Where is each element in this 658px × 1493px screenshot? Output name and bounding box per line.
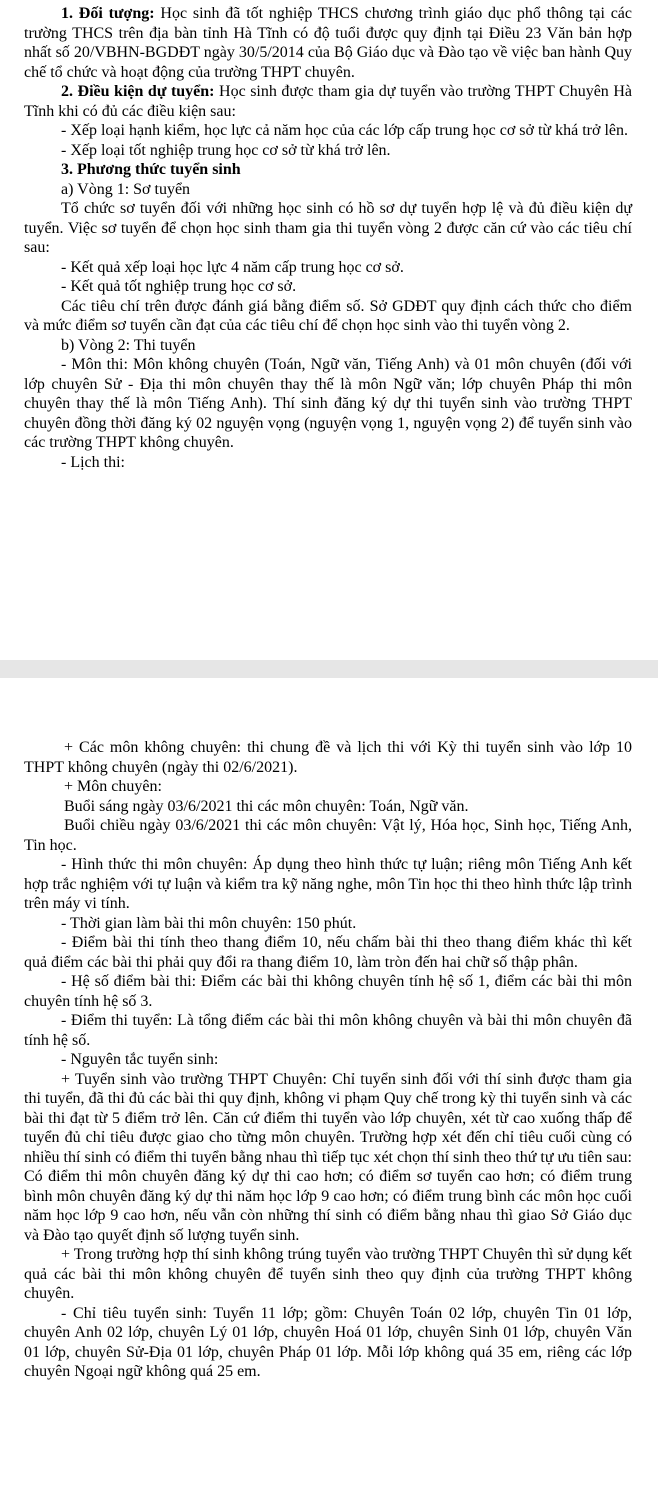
paragraph-tieu-chi: Các tiêu chí trên được đánh giá bằng điểm số. Sở GDĐT quy định cách thức cho điểm và mức điểm sơ tuyển cần đạt của các tiêu chí để chọn học sinh vào thi tuyển vòng 2. <box>24 297 632 334</box>
paragraph-hanh-kiem: - Xếp loại hạnh kiểm, học lực cả năm học của các lớp cấp trung học cơ sở từ khá trở lên. <box>61 122 628 139</box>
paragraph-nguyen-tac: - Nguyên tắc tuyển sinh: <box>61 1051 219 1068</box>
paragraph-buoi-sang: Buổi sáng ngày 03/6/2021 thi các môn chuyên: Toán, Ngữ văn. <box>64 797 469 815</box>
paragraph-tot-nghiep: - Xếp loại tốt nghiệp trung học cơ sở từ khá trở lên. <box>61 141 391 159</box>
paragraph-phuong-thuc <box>24 160 632 180</box>
heading-phuong-thuc: 3. Phương thức tuyển sinh <box>61 161 241 178</box>
text-doi-tuong: Học sinh đã tốt nghiệp THCS chương trình giáo dục phổ thông tại các trường THCS trên địa bàn tỉnh Hà Tĩnh có độ tuổi được quy định tại Điều 23 Văn bản hợp nhất số 20/VBHN-BGDĐT ngày 30/5/2014 của Bộ Giáo dục và Đào tạo về việc ban hành Quy chế tổ chức và hoạt động của trường THPT chuyên. <box>24 5 633 81</box>
paragraph-dieu-kien <box>24 82 632 121</box>
paragraph-mon-thi: - Môn thi: Môn không chuyên (Toán, Ngữ văn, Tiếng Anh) và 01 môn chuyên (đối với lớp chuyên Sử - Địa thi môn chuyên thay thế là môn Ngữ văn; lớp chuyên Pháp thi môn chuyên thay thế là môn Tiếng Anh). Thí sinh đăng ký dự thi tuyển sinh vào trường THPT chuyên đồng thời đăng ký 02 nguyện vọng (nguyện vọng 1, nguyện vọng 2) để tuyển sinh vào các trường THPT không chuyên. <box>24 356 632 451</box>
page-1-text <box>24 4 632 472</box>
paragraph-ket-qua-tot-nghiep: - Kết quả tốt nghiệp trung học cơ sở. <box>61 278 297 295</box>
paragraph-thang-diem: - Điểm bài thi tính theo thang điểm 10, nếu chấm bài thi theo thang điểm khác thì kết quả điểm các bài thi phải quy đổi ra thang điểm 10, làm tròn đến hai chữ số thập phân. <box>24 934 632 971</box>
paragraph-chi-tieu: - Chỉ tiêu tuyển sinh: Tuyển 11 lớp; gồm: Chuyên Toán 02 lớp, chuyên Tin 01 lớp, chuyên Anh 02 lớp, chuyên Lý 01 lớp, chuyên Hoá 01 lớp, chuyên Sinh 01 lớp, chuyên Văn 01 lớp, chuyên Sử-Địa 01 lớp, chuyên Pháp 01 lớp. Mỗi lớp không quá 35 em, riêng các lớp chuyên Ngoại ngữ không quá 25 em. <box>24 1304 632 1380</box>
paragraph-diem-thi-tuyen: - Điểm thi tuyển: Là tổng điểm các bài thi môn không chuyên và bài thi môn chuyên đã tính hệ số. <box>24 1012 632 1049</box>
paragraph-hinh-thuc-thi: - Hình thức thi môn chuyên: Áp dụng theo hình thức tự luận; riêng môn Tiếng Anh kết hợp trắc nghiệm với tự luận và kiểm tra kỹ năng nghe, môn Tin học thi theo hình thức lập trình trên máy vi tính. <box>24 856 632 912</box>
page-2-text <box>24 738 632 1382</box>
paragraph-buoi-chieu: Buổi chiều ngày 03/6/2021 thi các môn chuyên: Vật lý, Hóa học, Sinh học, Tiếng Anh, Tin học. <box>24 817 632 854</box>
paragraph-ket-qua-hoc-luc: - Kết quả xếp loại học lực 4 năm cấp trung học cơ sở. <box>61 258 404 276</box>
paragraph-doi-tuong <box>24 4 632 82</box>
paragraph-thoi-gian: - Thời gian làm bài thi môn chuyên: 150 phút. <box>61 914 357 932</box>
heading-dieu-kien: 2. Điều kiện dự tuyển: <box>61 83 215 100</box>
paragraph-so-tuyen: Tổ chức sơ tuyển đối với những học sinh có hồ sơ dự tuyển hợp lệ và đủ điều kiện dự tuyển. Việc sơ tuyển để chọn học sinh tham gia thi tuyển vòng 2 được căn cứ vào các tiêu chí sau: <box>24 200 632 256</box>
page-separator <box>0 660 658 678</box>
document-page-2 <box>0 678 658 1493</box>
paragraph-vong-2: b) Vòng 2: Thi tuyển <box>61 336 196 354</box>
paragraph-he-so: - Hệ số điểm bài thi: Điểm các bài thi không chuyên tính hệ số 1, điểm các bài thi môn chuyên tính hệ số 3. <box>24 973 632 1010</box>
text-dieu-kien: Học sinh được tham gia dự tuyển vào trường THPT Chuyên Hà Tĩnh khi có đủ các điều kiện sau: <box>24 83 632 120</box>
paragraph-tuyen-sinh-chuyen: + Tuyển sinh vào trường THPT Chuyên: Chỉ tuyển sinh đối với thí sinh được tham gia thi tuyển, đã thi đủ các bài thi quy định, không vi phạm Quy chế trong kỳ thi tuyển sinh và các bài thi đạt từ 5 điểm trở lên. Căn cứ điểm thi tuyển vào lớp chuyên, xét từ cao xuống thấp để tuyển đủ chỉ tiêu được giao cho từng môn chuyên. Trường hợp xét đến chỉ tiêu cuối cùng có nhiều thí sinh có điểm thi tuyển bằng nhau thì tiếp tục xét chọn thí sinh theo thứ tự ưu tiên sau: Có điểm thi môn chuyên đăng ký dự thi cao hơn; có điểm sơ tuyển cao hơn; có điểm trung bình môn chuyên đăng ký dự thi năm học lớp 9 cao hơn; có điểm trung bình các môn học cuối năm học lớp 9 cao hơn, nếu vẫn còn những thí sinh có điểm bằng nhau thì giao Sở Giáo dục và Đào tạo quyết định số lượng tuyển sinh. <box>24 1070 632 1244</box>
paragraph-mon-chuyen: + Môn chuyên: <box>64 778 162 795</box>
paragraph-mon-khong-chuyen: + Các môn không chuyên: thi chung đề và lịch thi với Kỳ thi tuyển sinh vào lớp 10 THPT không chuyên (ngày thi 02/6/2021). <box>24 739 632 776</box>
paragraph-lich-thi: - Lịch thi: <box>61 453 125 471</box>
paragraph-vong-1: a) Vòng 1: Sơ tuyển <box>61 180 191 198</box>
heading-doi-tuong: 1. Đối tượng: <box>61 5 155 22</box>
document-page-1 <box>0 0 658 660</box>
paragraph-khong-trung-tuyen: + Trong trường hợp thí sinh không trúng tuyển vào trường THPT Chuyên thì sử dụng kết quả các bài thi môn không chuyên để tuyển sinh theo quy định của trường THPT không chuyên. <box>24 1246 632 1302</box>
